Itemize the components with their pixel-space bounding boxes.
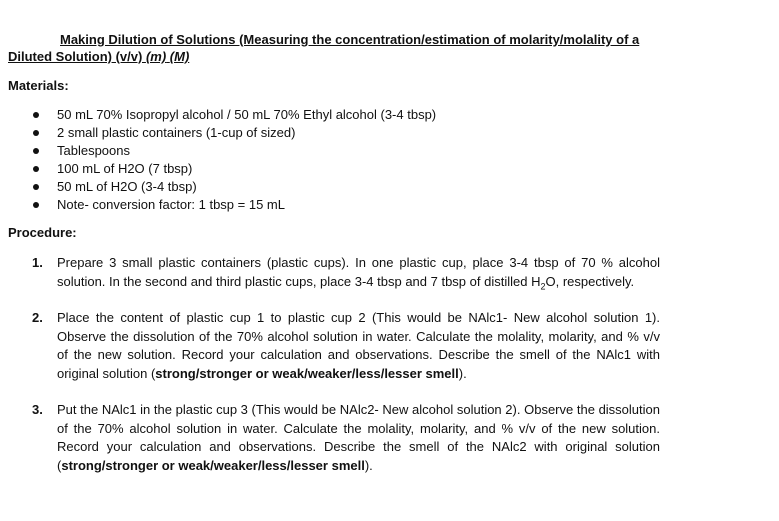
procedure-step-3 <box>32 401 660 475</box>
material-item: Note- conversion factor: 1 tbsp = 15 mL <box>32 196 436 214</box>
step-text: Place the content of plastic cup 1 to plastic cup 2 (This would be NAlc1- New alcohol solution 1). Observe the dissolution of the 70% alcohol solution in water. Calculate the molality, molarity, and % v/v of the new solution. Record your calculation and observations. Describe the smell of the NAlc1 with original solution ( <box>57 310 660 381</box>
step-text: Put the NAlc1 in the plastic cup 3 (This would be NAlc2- New alcohol solution 2). Observe the dissolution of the 70% alcohol solution in water. Calculate the molality, molarity, and % v/v of the new solution. Record your calculation and observations. Describe the smell of the NAlc2 with original solution ( <box>57 402 660 473</box>
step-bold-text: strong/stronger or weak/weaker/less/lesser smell <box>155 365 459 381</box>
material-item: 2 small plastic containers (1-cup of sized) <box>32 124 436 142</box>
step-number: 2. <box>32 310 43 325</box>
materials-list <box>32 106 436 213</box>
materials-heading: Materials: <box>8 78 69 93</box>
step-text-end: ). <box>458 365 467 381</box>
procedure-steps <box>32 254 660 475</box>
step-bold-text: strong/stronger or weak/weaker/less/lesser smell <box>61 457 365 473</box>
title-text: Making Dilution of Solutions (Measuring the concentration/estimation of molarity/molality of a Diluted Solution) (v/v) <box>8 32 640 64</box>
step-text: Prepare 3 small plastic containers (plastic cups). In one plastic cup, place 3-4 tbsp of 70 % alcohol solution. In the second and third plastic cups, place 3-4 tbsp and 7 tbsp of distilled H <box>57 255 660 289</box>
step-text-end: O, respectively. <box>545 273 635 289</box>
material-item: 50 mL of H2O (3-4 tbsp) <box>32 178 436 196</box>
document-title <box>8 31 668 65</box>
material-item: Tablespoons <box>32 142 436 160</box>
step-text-end: ). <box>364 457 373 473</box>
step-number: 1. <box>32 255 43 270</box>
material-item: 50 mL 70% Isopropyl alcohol / 50 mL 70% Ethyl alcohol (3-4 tbsp) <box>32 106 436 124</box>
procedure-step-1 <box>32 254 660 291</box>
step-number: 3. <box>32 402 43 417</box>
subscript-2: 2 <box>540 281 546 292</box>
procedure-step-2 <box>32 309 660 383</box>
title-molality-symbol: (m) <box>145 49 167 64</box>
title-molarity-symbol: (M) <box>169 49 190 64</box>
procedure-heading: Procedure: <box>8 225 77 240</box>
material-item: 100 mL of H2O (7 tbsp) <box>32 160 436 178</box>
